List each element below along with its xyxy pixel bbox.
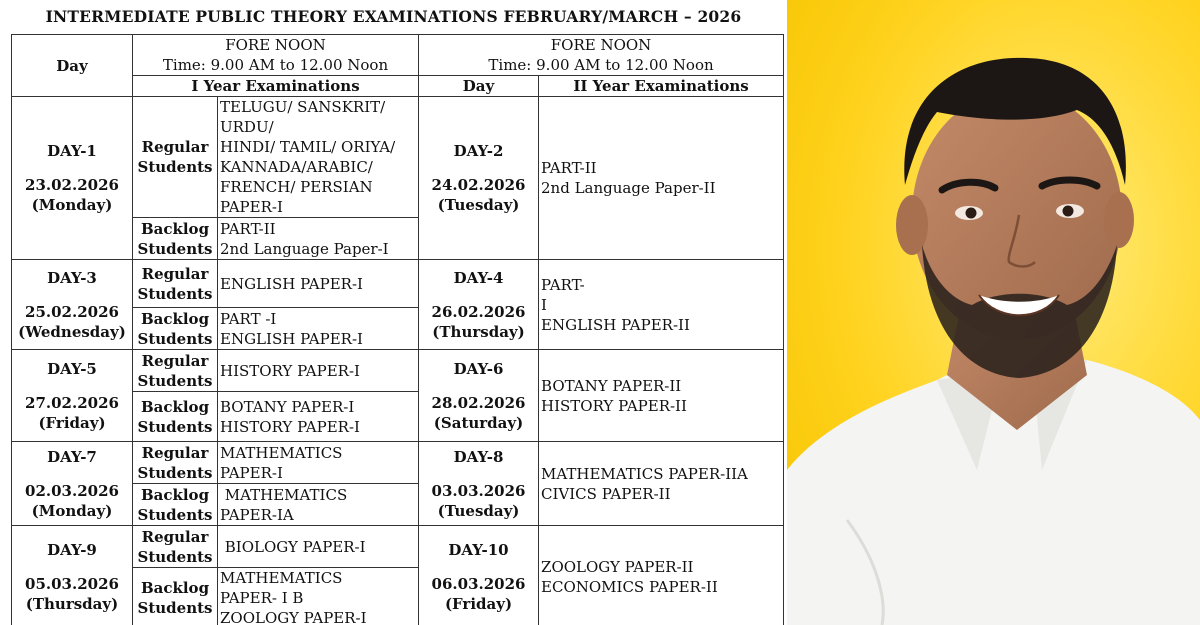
header-day-second: Day <box>419 76 539 97</box>
day-info-line: DAY-10 <box>448 541 509 559</box>
day-info-line: 28.02.2026 <box>431 393 526 412</box>
first-year-day-cell <box>12 442 133 526</box>
day-info-line: 03.03.2026 <box>431 481 526 500</box>
subject-line: HISTORY PAPER-I <box>220 417 360 436</box>
day-info-line: (Tuesday) <box>437 196 520 214</box>
regular-subject-cell <box>218 97 419 218</box>
backlog-subject-cell <box>218 218 419 260</box>
first-year-day-cell <box>12 260 133 350</box>
first-year-day-cell <box>12 350 133 442</box>
subject-line: BIOLOGY PAPER-I <box>220 537 366 556</box>
regular-subject-cell <box>218 260 419 308</box>
day-info-line: DAY-9 <box>47 541 97 559</box>
subject-line: BOTANY PAPER-II <box>541 376 682 395</box>
day-info-line: 06.03.2026 <box>431 575 526 593</box>
header-first-year: I Year Examinations <box>133 76 419 97</box>
regular-subject-cell <box>218 526 419 568</box>
session-label-first: FORE NOON <box>225 36 326 54</box>
schedule-row <box>12 442 784 484</box>
student-type-label: Backlog Students <box>137 579 213 617</box>
student-type-label: Backlog Students <box>137 397 213 436</box>
second-year-day-cell <box>419 350 539 442</box>
schedule-row <box>12 526 784 568</box>
subject-line: KANNADA/ARABIC/ <box>220 158 373 176</box>
subject-line: MATHEMATICS PAPER-IIA <box>541 464 748 483</box>
subject-line: TELUGU/ SANSKRIT/ <box>220 98 386 116</box>
second-year-day-cell <box>419 97 539 260</box>
day-info-line: (Friday) <box>444 595 513 613</box>
subject-line: ZOOLOGY PAPER-II <box>541 558 694 576</box>
session-label-second: FORE NOON <box>550 36 652 54</box>
student-type-label: Regular Students <box>137 138 213 176</box>
regular-students-label-cell <box>133 350 218 392</box>
subject-line: MATHEMATICS <box>220 569 343 587</box>
subject-line: ZOOLOGY PAPER-I <box>220 609 367 625</box>
time-label-second: Time: 9.00 AM to 12.00 Noon <box>488 56 714 74</box>
student-type-label: Regular Students <box>137 443 213 482</box>
day-info-line: (Saturday) <box>433 413 524 432</box>
header-session-second <box>419 35 784 76</box>
header-day-first: Day <box>12 35 133 97</box>
day-info-line: (Tuesday) <box>437 501 520 520</box>
day-info-line: DAY-2 <box>453 142 504 160</box>
portrait-illustration <box>787 0 1200 625</box>
subject-line: 2nd Language Paper-I <box>220 239 389 258</box>
day-info-line: 23.02.2026 <box>25 176 119 194</box>
subject-line: CIVICS PAPER-II <box>541 484 671 503</box>
subject-line: MATHEMATICS <box>220 485 348 504</box>
day-info-line: 26.02.2026 <box>431 302 526 321</box>
schedule-row <box>12 260 784 308</box>
subject-line: HINDI/ TAMIL/ ORIYA/ <box>220 138 396 156</box>
day-info-line: (Monday) <box>31 196 113 214</box>
regular-subject-cell <box>218 350 419 392</box>
first-year-day-cell <box>12 526 133 625</box>
subject-line: ENGLISH PAPER-I <box>220 329 363 348</box>
second-year-subject-cell <box>539 260 784 350</box>
subject-line: PART-II <box>541 159 597 177</box>
subject-line: HISTORY PAPER-II <box>541 396 687 415</box>
document-title: INTERMEDIATE PUBLIC THEORY EXAMINATIONS FEBRUARY/MARCH – 2026 <box>45 7 742 26</box>
regular-students-label-cell <box>133 442 218 484</box>
student-type-label: Regular Students <box>137 264 213 303</box>
student-type-label: Backlog Students <box>137 485 213 524</box>
student-type-label: Regular Students <box>137 527 213 566</box>
subject-line: URDU/ <box>220 118 274 136</box>
day-info-line: (Thursday) <box>25 595 119 613</box>
regular-students-label-cell <box>133 260 218 308</box>
second-year-subject-cell <box>539 350 784 442</box>
day-info-line: DAY-3 <box>47 268 97 287</box>
subject-line: FRENCH/ PERSIAN <box>220 178 373 196</box>
schedule-row <box>12 350 784 392</box>
subject-line: PART- <box>541 275 585 294</box>
student-type-label: Backlog Students <box>137 219 213 258</box>
backlog-students-label-cell <box>133 218 218 260</box>
day-info-line: 05.03.2026 <box>25 575 119 593</box>
day-info-line: (Wednesday) <box>18 322 126 341</box>
subject-line: ECONOMICS PAPER-II <box>541 578 718 596</box>
day-info-line: 24.02.2026 <box>431 176 526 194</box>
portrait-photo <box>787 0 1200 625</box>
schedule-row <box>12 97 784 218</box>
second-year-subject-cell <box>539 442 784 526</box>
day-info-line: DAY-6 <box>453 359 504 378</box>
backlog-subject-cell <box>218 568 419 625</box>
subject-line: PART-II <box>220 219 276 238</box>
backlog-students-label-cell <box>133 308 218 350</box>
second-year-day-cell <box>419 442 539 526</box>
header-session-first <box>133 35 419 76</box>
second-year-day-cell <box>419 526 539 625</box>
backlog-subject-cell <box>218 392 419 442</box>
backlog-subject-cell <box>218 308 419 350</box>
day-info-line: 02.03.2026 <box>25 481 119 500</box>
subject-line: 2nd Language Paper-II <box>541 179 716 197</box>
second-year-day-cell <box>419 260 539 350</box>
backlog-students-label-cell <box>133 484 218 526</box>
day-info-line: (Monday) <box>31 501 113 520</box>
day-info-line: (Thursday) <box>432 322 525 341</box>
day-info-line: DAY-5 <box>47 359 97 378</box>
subject-line: BOTANY PAPER-I <box>220 397 355 416</box>
header-row-session <box>12 35 784 76</box>
second-year-subject-cell <box>539 97 784 260</box>
subject-line: ENGLISH PAPER-II <box>541 315 690 334</box>
subject-line: PAPER-I <box>220 463 283 482</box>
student-type-label: Backlog Students <box>137 309 213 348</box>
subject-line: PAPER- I B <box>220 589 304 607</box>
exam-schedule-table <box>11 34 784 625</box>
regular-students-label-cell <box>133 97 218 218</box>
first-year-day-cell <box>12 97 133 260</box>
day-info-line: DAY-1 <box>47 142 97 160</box>
day-info-line: 27.02.2026 <box>25 393 119 412</box>
subject-line: PAPER-I <box>220 198 283 216</box>
subject-line: ENGLISH PAPER-I <box>220 274 363 293</box>
subject-line: PART -I <box>220 309 277 328</box>
day-info-line: 25.02.2026 <box>25 302 119 321</box>
header-second-year: II Year Examinations <box>539 76 784 97</box>
subject-line: MATHEMATICS <box>220 443 343 462</box>
subject-line: PAPER-IA <box>220 505 294 524</box>
second-year-subject-cell <box>539 526 784 625</box>
subject-line: HISTORY PAPER-I <box>220 361 360 380</box>
day-info-line: DAY-4 <box>453 268 504 287</box>
regular-students-label-cell <box>133 526 218 568</box>
day-info-line: (Friday) <box>38 413 106 432</box>
time-label-first: Time: 9.00 AM to 12.00 Noon <box>162 56 389 74</box>
backlog-students-label-cell <box>133 392 218 442</box>
day-info-line: DAY-7 <box>47 447 97 466</box>
day-info-line: DAY-8 <box>453 447 504 466</box>
backlog-subject-cell <box>218 484 419 526</box>
backlog-students-label-cell <box>133 568 218 625</box>
student-type-label: Regular Students <box>137 351 213 390</box>
regular-subject-cell <box>218 442 419 484</box>
subject-line: I <box>541 295 547 314</box>
